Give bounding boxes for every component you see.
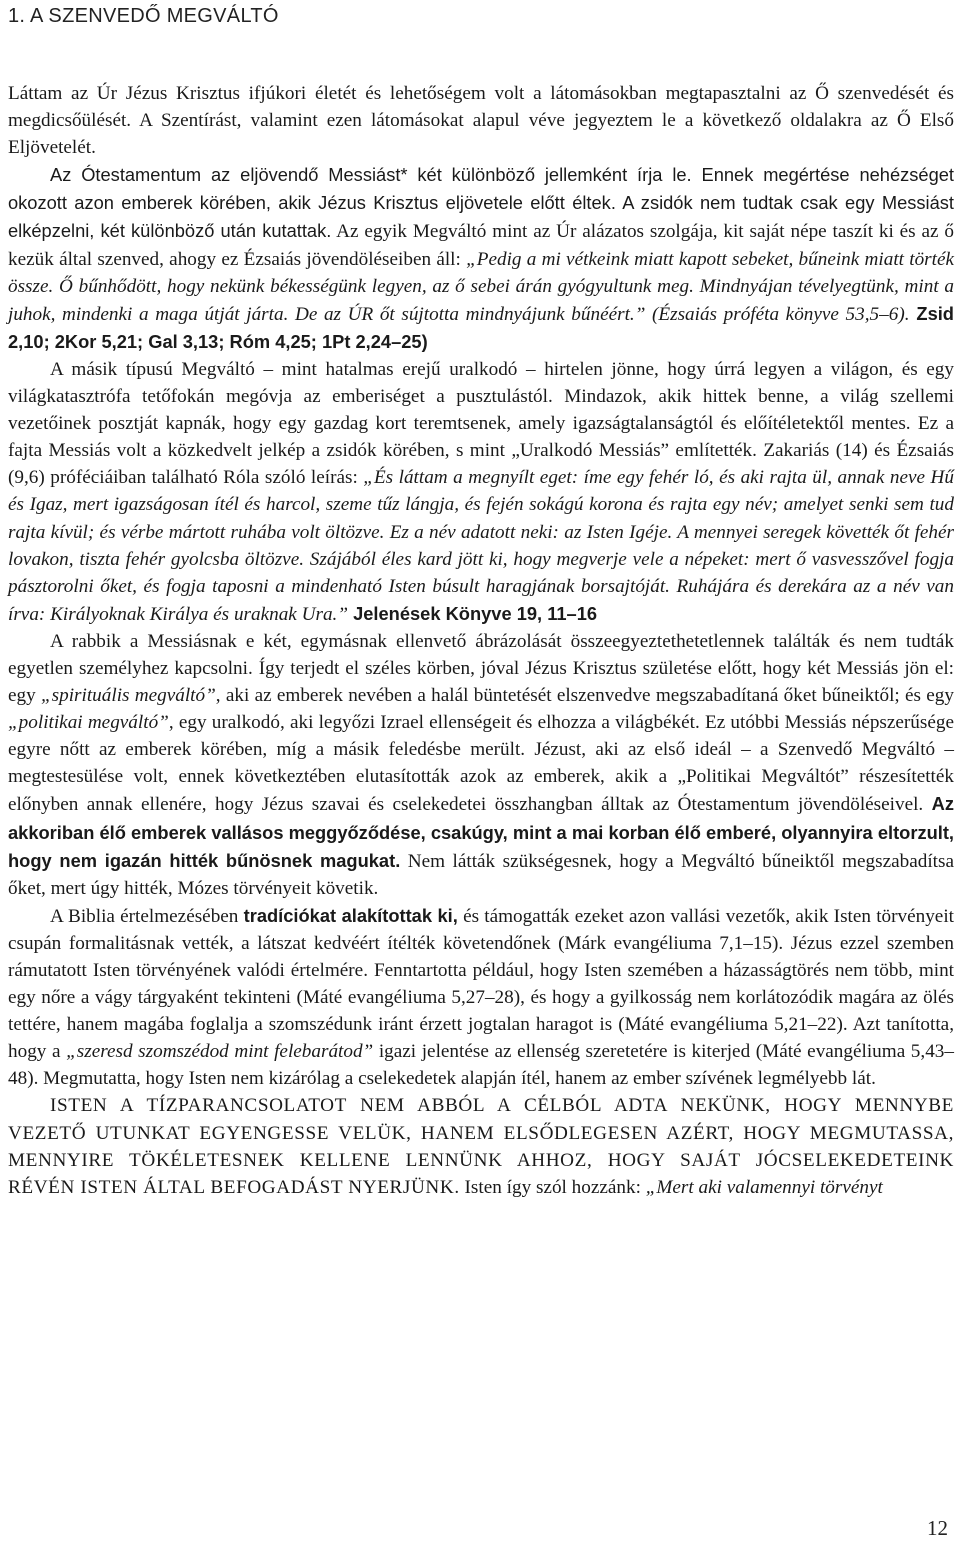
page-number: 12 [927, 1516, 948, 1540]
paragraph-traditions-text-2: és támogatták ezeket azon vallási vezetők, akik Isten törvényeit csupán formalitásnak vették, a látszat kedvéért ítélték követendőnek (Márk evangéliuma 7,1–15). Jézus ezzel szemben rámutatott Isten törvényének valódi értelmére. Fenntartotta például, hogy Isten szemében a házasságtörés nem több, mint egy nőre a vágy tárgyaként tekinteni (Máté evangéliuma 5,27–28), és hogy a gyilkosság nem korlátozódik magára az ölés tettére, hanem magába foglalja a szomszédunk iránt érzett jogtalan haragot is (Máté evangéliuma 5,21–22). Azt tanította, hogy a [8, 905, 954, 1063]
sentence-suffering-servant: Az egyik Megváltó mint az Úr alázatos szolgája, kit saját népe taszít ki és az ő kezük által szenved, ahogy ez Ézsaiás jövendöléseiben áll: [8, 221, 954, 270]
caps-statement: ISTEN A TÍZPARANCSOLATOT NEM ABBÓL A CÉLBÓL ADTA NEKÜNK, HOGY MENNYBE VEZETŐ UTUNKAT EGYENGESSE VELÜK, HANEM ELSŐDLEGESEN AZÉRT, HOGY MEGMUTASSA, MENNYIRE TÖKÉLETESNEK KELLENE LENNÜNK AHHOZ, HOGY SAJÁT JÓCSELEKEDETEINK RÉVÉN ISTEN ÁLTAL BEFOGADÁST NYERJÜNK. [8, 1095, 954, 1198]
paragraph-ruler-text: A másik típusú Megváltó – mint hatalmas erejű uralkodó – hirtelen jönne, hogy úrrá legyen a világon, és egy világkatasztrófa tetőfokán megóvja az emberiséget a pusztulástól. Mindazok, akik hittek benne, a világ szellemi vezetőinek posztját kapnák, hogy egy gazdag kort teremtsenek, amely igazságtalanságtól és előítéletektől mentes. Ez a fajta Messiás volt a közkedvelt jelkép a zsidók körében, s mint „Uralkodó Messiás” említették. Zakariás (14) és Ézsaiás (9,6) próféciáiban található Róla szóló leírás: [8, 358, 954, 489]
paragraph-rabbis-text-3: , egy uralkodó, aki legyőzi Izrael ellenségeit és elhozza a világbékét. Ez utóbbi Messiás népszerűsége egyre nőtt az emberek körében, míg a másik feledésbe merült. Jézust, aki az első ideál – a Szenvedő Megváltó – megtestesülése volt, ennek következtében elutasították azok az emberek, akik a „Politikai Megváltót” részesítették előnyben annak ellenére, hogy Jézus szavai és cselekedetei összhangban álltak az Ótestamentum jövendöléseivel. [8, 712, 954, 816]
reference-revelation: Jelenések Könyve 19, 11–16 [348, 602, 598, 624]
paragraph-traditions-text-3: igazi jelentése az ellenség szeretetére is kiterjed (Máté evangéliuma 5,43–48). Megmutatta, hogy Isten nem kizárólag a cselekedetek alapján ítél, hanem az ember szívének legmélyebb lát. [8, 1041, 954, 1090]
quote-isaiah: „Pedig a mi vétkeink miatt kapott sebeket, bűneink miatt törték össze. Ő bűnhődött, hogy nekünk békességünk legyen, az ő sebei árán gyógyultunk meg. Mindnyájan tévelyegtünk, mint a juhok, mindenki a maga útját járta. De az ÚR őt sújtotta mindnyájunk bűnéért.” [8, 248, 954, 325]
paragraph-traditions [8, 902, 954, 1093]
paragraph-commandments-text: Isten így szól hozzánk: [459, 1176, 646, 1198]
paragraph-two-messiahs [8, 161, 954, 356]
paragraph-ruler-messiah [8, 356, 954, 628]
emphasis-traditions: tradíciókat alakítottak ki, [243, 904, 458, 926]
phrase-love-neighbour: „szeresd szomszédod mint felebarátod” [66, 1041, 374, 1063]
paragraph-intro-text: Láttam az Úr Jézus Krisztus ifjúkori életét és lehetőségem volt a látomásokban megtapasztalni az Ő szenvedését és megdicsőülését. A Szentírást, valamint ezen látomásokat alapul véve jegyeztem le a következő oldalakra az Ő Első Eljövetelét. [8, 83, 954, 159]
paragraph-ten-commandments [8, 1092, 954, 1200]
paragraph-rabbis-text-4: Nem látták szükségesnek, hogy a Megváltó bűneiktől megszabadítsa őket, mert úgy hitték, Mózes törvényeit követik. [8, 850, 954, 899]
paragraph-rabbis-text-1: A rabbik a Messiásnak e két, egymásnak ellenvető ábrázolását összeegyeztethetetlennek találták és nem tudták egyetlen személyhez kapcsolni. Így terjedt el széles körben, jóval Jézus Krisztus születése előtt, hogy két Messiás jön el: egy [8, 630, 954, 707]
paragraph-rabbis-text-2: , aki az emberek nevében a halál büntetését elszenvedve megszabadítaná őket bűneiktől; és egy [215, 685, 954, 707]
body-text [8, 80, 954, 1201]
quote-law-start: „Mert aki valamennyi törvényt [645, 1176, 883, 1198]
reference-isaiah: (Ézsaiás próféta könyve 53,5–6). [645, 303, 910, 325]
phrase-spiritual-saviour: „spirituális megváltó” [40, 685, 216, 707]
paragraph-traditions-text-1: A Biblia értelmezésében [50, 905, 244, 927]
sentence-difficulty: Ennek megértése nehézséget okozott azon emberek körében, akik Jézus Krisztus eljövetele előtt éltek. A zsidók nem tudtak csak egy Messiást elképzelni, két különböző után kutattak. [8, 164, 954, 242]
reference-cross: Zsid 2,10; 2Kor 5,21; Gal 3,13; Róm 4,25; 1Pt 2,24–25) [8, 302, 954, 352]
emphasis-distorted-belief: Az akkoriban élő emberek vallásos meggyőződése, csakúgy, mint a mai korban élő emberé, olyannyira eltorzult, hogy nem igazán hitték bűnösnek magukat. [8, 793, 954, 871]
quote-revelation: „És láttam a megnyílt eget: íme egy fehér ló, és aki rajta ül, annak neve Hű és Igaz, mert igazságosan ítél és harcol, szeme tűz lángja, és fején sokágú korona és rajta egy név; amelyet senki sem tud rajta kívül; és vérbe mártott ruhába volt öltözve. Ez a név adatott neki: az Isten Igéje. A mennyei seregek követték őt fehér lovakon, tiszta fehér gyolcsba öltözve. Szájából éles kard jött ki, hogy megverje vele a népeket: mert ő vasvesszővel fogja pásztorolni őket, és fogja taposni a mindenható Isten búsult haragjának borsajtóját. Ruhájára és derekára az a név van írva: Királyoknak Királya és uraknak Ura.” [8, 467, 954, 625]
phrase-political-saviour: „politikai megváltó” [8, 712, 169, 734]
sentence-old-testament: Az Ótestamentum az eljövendő Messiást* két különböző jellemként írja le. [50, 164, 692, 186]
chapter-title: 1. A SZENVEDŐ MEGVÁLTÓ [8, 5, 279, 27]
paragraph-intro [8, 80, 954, 161]
paragraph-rabbis [8, 628, 954, 902]
